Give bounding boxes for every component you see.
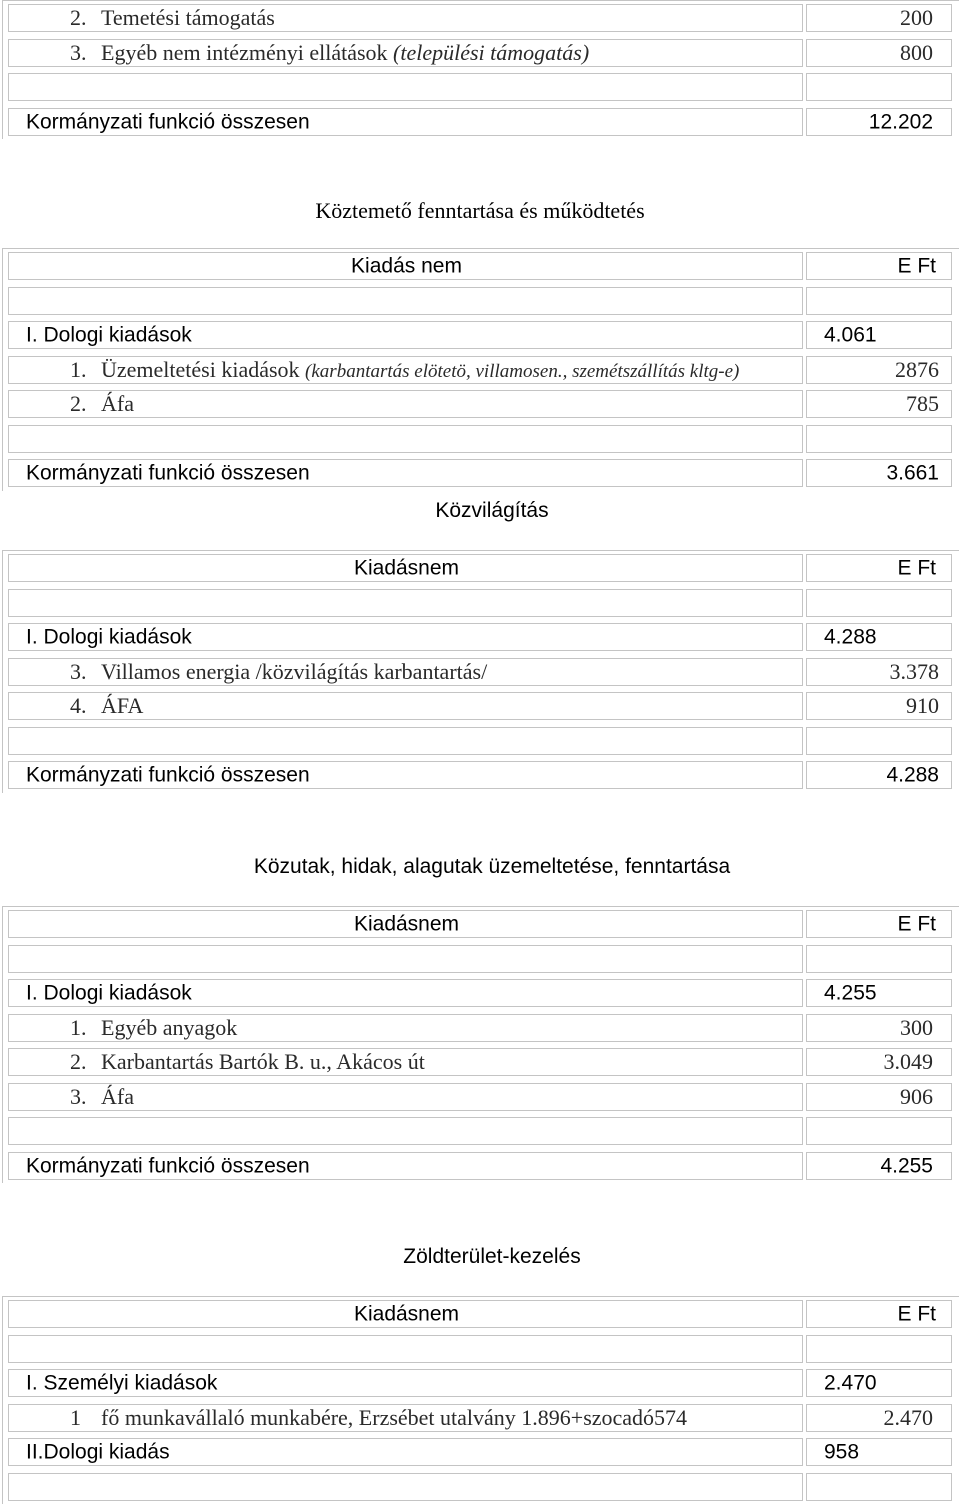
row-number: 2. bbox=[70, 1049, 87, 1074]
kozvilagitas-table bbox=[2, 550, 959, 793]
blank-row bbox=[3, 586, 959, 621]
total-label: Kormányzati funkció összesen bbox=[26, 763, 310, 787]
group-row bbox=[3, 1366, 959, 1401]
table-row bbox=[3, 387, 959, 422]
header-row bbox=[3, 1297, 959, 1332]
row-number: 2. bbox=[70, 391, 87, 416]
row-number: 1. bbox=[70, 1014, 87, 1040]
header-unit: E Ft bbox=[897, 556, 936, 580]
row-value: 785 bbox=[906, 391, 939, 416]
table-row bbox=[3, 36, 959, 71]
row-label: Áfa bbox=[101, 391, 134, 416]
header-unit: E Ft bbox=[897, 1302, 936, 1326]
row-value: 2876 bbox=[895, 356, 939, 382]
row-value: 200 bbox=[900, 5, 933, 30]
group-row bbox=[3, 976, 959, 1011]
group-value: 2.470 bbox=[824, 1371, 877, 1395]
group-value: 958 bbox=[824, 1440, 860, 1464]
blank-row bbox=[3, 724, 959, 759]
blank-row bbox=[3, 1114, 959, 1149]
row-number: 3. bbox=[70, 658, 87, 684]
table-row bbox=[3, 655, 959, 690]
blank-row bbox=[3, 1470, 959, 1505]
row-value: 910 bbox=[906, 693, 939, 718]
header-row bbox=[3, 249, 959, 284]
row-value: 3.049 bbox=[883, 1049, 933, 1074]
header-label: Kiadás nem bbox=[351, 254, 462, 278]
group-label: I. Személyi kiadások bbox=[26, 1371, 218, 1395]
row-label: Temetési támogatás bbox=[101, 5, 275, 30]
total-value: 4.288 bbox=[886, 763, 939, 787]
row-label: Üzemeltetési kiadások (karbantartás elötetö, villamosen., szemétszállítás kltg-e) bbox=[101, 356, 740, 382]
group-value: 4.288 bbox=[824, 625, 877, 649]
total-value: 12.202 bbox=[868, 110, 933, 133]
row-number: 1. bbox=[70, 356, 87, 382]
row-number: 4. bbox=[70, 693, 87, 718]
section-title-zoldterulet: Zöldterület-kezelés bbox=[403, 1245, 581, 1268]
row-number: 1 bbox=[70, 1404, 81, 1430]
row-number: 2. bbox=[70, 5, 87, 30]
total-row bbox=[3, 1149, 959, 1184]
total-row bbox=[3, 758, 959, 793]
row-label: Egyéb anyagok bbox=[101, 1014, 238, 1040]
header-label: Kiadásnem bbox=[353, 556, 460, 580]
table-row bbox=[3, 1045, 959, 1080]
group-label: I. Dologi kiadások bbox=[26, 323, 192, 347]
row-label: ÁFA bbox=[101, 693, 144, 718]
total-row bbox=[3, 105, 959, 140]
total-value: 3.661 bbox=[886, 461, 939, 485]
blank-row bbox=[3, 942, 959, 977]
blank-row bbox=[3, 1332, 959, 1367]
table-row bbox=[3, 353, 959, 388]
table-row bbox=[3, 1401, 959, 1436]
header-unit: E Ft bbox=[897, 254, 936, 278]
total-row bbox=[3, 456, 959, 491]
row-label: fő munkavállaló munkabére, Erzsébet utalvány 1.896+szocadó574 bbox=[101, 1404, 688, 1430]
table-row bbox=[3, 1011, 959, 1046]
row-label: Áfa bbox=[101, 1083, 134, 1109]
total-label: Kormányzati funkció összesen bbox=[26, 461, 310, 485]
blank-row bbox=[3, 422, 959, 457]
group-row bbox=[3, 620, 959, 655]
table-row bbox=[3, 1080, 959, 1115]
row-label: Villamos energia /közvilágítás karbantartás/ bbox=[101, 658, 488, 684]
row-label: Egyéb nem intézményi ellátások (települési támogatás) bbox=[101, 39, 590, 65]
zoldterulet-table bbox=[2, 1296, 959, 1504]
section-title-kozutak: Közutak, hidak, alagutak üzemeltetése, fenntartása bbox=[253, 855, 731, 878]
group-label: I. Dologi kiadások bbox=[26, 981, 192, 1005]
group-value: 4.061 bbox=[824, 323, 877, 347]
header-unit: E Ft bbox=[897, 912, 936, 936]
row-number: 3. bbox=[70, 39, 87, 65]
row-value: 2.470 bbox=[883, 1404, 933, 1430]
header-label: Kiadásnem bbox=[353, 1302, 460, 1326]
row-value: 3.378 bbox=[889, 658, 939, 684]
koztemeto-table bbox=[2, 248, 959, 491]
blank-row bbox=[3, 70, 959, 105]
section-title-koztemeto: Köztemető fenntartása és működtetés bbox=[315, 198, 645, 223]
row-value: 300 bbox=[900, 1014, 933, 1040]
row-number: 3. bbox=[70, 1083, 87, 1109]
table-row bbox=[3, 1, 959, 36]
section-title-kozvilagitas: Közvilágítás bbox=[435, 499, 549, 522]
header-row bbox=[3, 551, 959, 586]
group-value: 4.255 bbox=[824, 981, 877, 1005]
row-value: 906 bbox=[900, 1083, 933, 1109]
row-value: 800 bbox=[900, 39, 933, 65]
group-label: I. Dologi kiadások bbox=[26, 625, 192, 649]
total-label: Kormányzati funkció összesen bbox=[26, 110, 310, 133]
header-label: Kiadásnem bbox=[353, 912, 460, 936]
blank-row bbox=[3, 284, 959, 319]
total-label: Kormányzati funkció összesen bbox=[26, 1154, 310, 1177]
kozutak-table bbox=[2, 906, 959, 1183]
group-row bbox=[3, 318, 959, 353]
total-value: 4.255 bbox=[880, 1154, 933, 1177]
row-label: Karbantartás Bartók B. u., Akácos út bbox=[101, 1049, 425, 1074]
header-row bbox=[3, 907, 959, 942]
group-label: II.Dologi kiadás bbox=[26, 1440, 170, 1464]
group-row bbox=[3, 1435, 959, 1470]
block1-table bbox=[2, 0, 959, 139]
table-row bbox=[3, 689, 959, 724]
